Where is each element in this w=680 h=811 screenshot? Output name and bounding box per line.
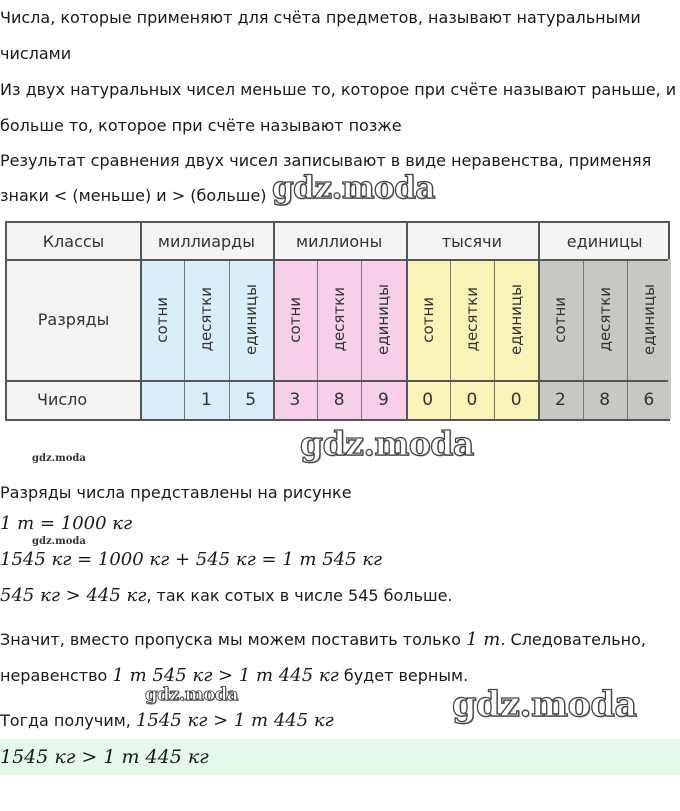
- digit-name-cell: [450, 259, 494, 380]
- column-divider: [494, 259, 495, 419]
- digit-name-cell: [627, 259, 671, 380]
- paragraph-natural-numbers-line1: Числа, которые применяют для счёта предметов, называют натуральными: [0, 8, 641, 27]
- paragraph-natural-numbers-line2: числами: [0, 44, 72, 63]
- paragraph-inequality-line2: знаки < (меньше) и > (больше): [0, 186, 267, 205]
- watermark-small-2: gdz.moda: [32, 536, 86, 547]
- paragraph-digits-figure: Разряды числа представлены на рисунке: [0, 483, 352, 502]
- column-divider: [184, 259, 185, 419]
- result-text: Тогда получим,: [0, 711, 136, 730]
- equation-1545-decompose: 1545 кг = 1000 кг + 545 кг = 1 т 545 кг: [0, 549, 383, 570]
- table-header-digits: Разряды: [37, 310, 110, 329]
- digit-name-cell: [494, 259, 538, 380]
- number-digit-cell: 3: [289, 389, 301, 410]
- inequality-545-445: 545 кг > 445 кг: [0, 585, 147, 606]
- digit-name-label: единицы: [639, 284, 658, 355]
- digit-name-cell: [361, 259, 405, 380]
- digit-name-label: сотни: [285, 296, 304, 343]
- digit-name-label: сотни: [153, 296, 172, 343]
- digit-name-label: десятки: [330, 287, 349, 352]
- digit-name-label: десятки: [462, 287, 481, 352]
- digit-name-label: единицы: [507, 284, 526, 355]
- conclusion2-text-end: будет верным.: [338, 666, 469, 685]
- digit-name-cell: [317, 259, 361, 380]
- digit-name-label: сотни: [418, 296, 437, 343]
- place-value-table: [5, 221, 670, 421]
- digit-name-cell: [273, 259, 317, 380]
- watermark-middle: gdz.moda: [300, 424, 474, 463]
- class-header-2: тысячи: [441, 231, 502, 251]
- number-digit-cell: 2: [554, 389, 566, 410]
- digit-name-cell: [538, 259, 582, 380]
- digit-name-cell: [140, 259, 184, 380]
- column-divider: [273, 223, 275, 419]
- number-digit-cell: 9: [377, 389, 389, 410]
- number-digit-cell: 0: [422, 389, 434, 410]
- row-divider: [7, 380, 668, 382]
- result-math: 1545 кг > 1 т 445 кг: [135, 710, 334, 731]
- answer-box: [0, 739, 680, 775]
- digit-name-label: десятки: [595, 287, 614, 352]
- digit-name-cell: [229, 259, 273, 380]
- class-header-3: единицы: [566, 231, 643, 251]
- paragraph-inequality-line1: Результат сравнения двух чисел записывают в виде неравенства, применяя: [0, 151, 652, 170]
- class-header-0: миллиарды: [157, 231, 255, 251]
- watermark-small-3: gdz.moda: [145, 684, 238, 705]
- column-divider: [538, 223, 540, 419]
- number-digit-cell: 8: [333, 389, 345, 410]
- column-divider: [361, 259, 362, 419]
- digit-name-label: сотни: [551, 296, 570, 343]
- conclusion-math: 1 т: [466, 629, 501, 650]
- number-digit-cell: 8: [599, 389, 611, 410]
- conclusion2-math: 1 т 545 кг > 1 т 445 кг: [112, 665, 339, 686]
- equation-545-vs-445: [0, 586, 453, 606]
- number-digit-cell: 1: [200, 389, 212, 410]
- paragraph-conclusion-line1: [0, 630, 646, 650]
- digit-name-cell: [406, 259, 450, 380]
- paragraph-comparison-line1: Из двух натуральных чисел меньше то, которое при счёте называют раньше, и: [0, 80, 677, 99]
- table-header-classes: Классы: [42, 231, 105, 251]
- number-digit-cell: [140, 380, 184, 419]
- paragraph-result: [0, 711, 334, 731]
- number-digit-cell: 5: [245, 389, 257, 410]
- conclusion2-text: неравенство: [0, 666, 113, 685]
- number-digit-cell: 0: [466, 389, 478, 410]
- class-header-1: миллионы: [296, 231, 383, 251]
- paragraph-conclusion-line2: [0, 666, 468, 686]
- explanation-text: , так как сотых в числе 545 больше.: [146, 586, 453, 605]
- answer-text: 1545 кг > 1 т 445 кг: [0, 746, 209, 768]
- digit-name-label: единицы: [374, 284, 393, 355]
- column-divider: [627, 259, 628, 419]
- number-digit-cell: 6: [643, 389, 655, 410]
- conclusion-text: Значит, вместо пропуска мы можем поставить только: [0, 630, 467, 649]
- column-divider: [406, 223, 408, 419]
- column-divider: [450, 259, 451, 419]
- paragraph-comparison-line2: больше то, которое при счёте называют позже: [0, 116, 402, 135]
- digit-name-label: единицы: [241, 284, 260, 355]
- watermark-bottom: gdz.moda: [452, 684, 637, 725]
- row-divider: [7, 259, 668, 261]
- equation-ton-kg: 1 т = 1000 кг: [0, 513, 133, 534]
- column-divider: [583, 259, 584, 419]
- watermark-small-1: gdz.moda: [32, 453, 86, 464]
- table-header-number: Число: [37, 390, 88, 409]
- number-digit-cell: 0: [510, 389, 522, 410]
- digit-name-cell: [583, 259, 627, 380]
- column-divider: [229, 259, 230, 419]
- digit-name-cell: [184, 259, 228, 380]
- digit-name-label: десятки: [197, 287, 216, 352]
- label-column-divider: [140, 223, 142, 419]
- watermark-top: gdz.moda: [272, 170, 435, 206]
- column-divider: [317, 259, 318, 419]
- conclusion-text-end: . Следовательно,: [500, 630, 646, 649]
